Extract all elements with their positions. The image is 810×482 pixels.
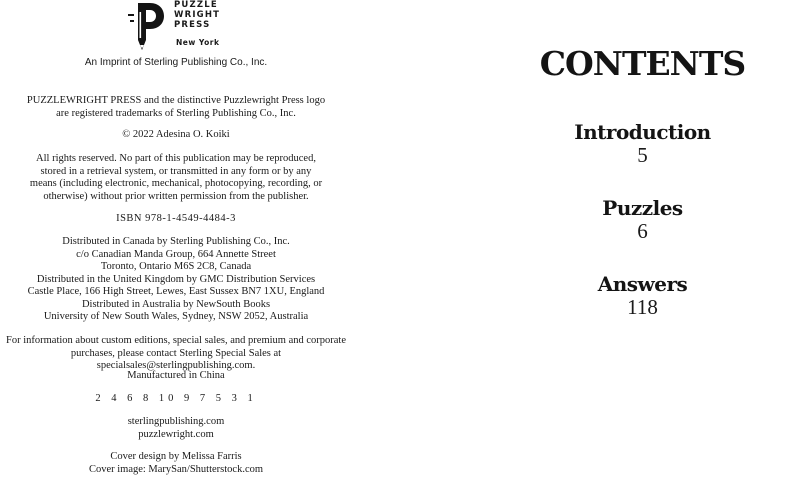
- trademark-notice: PUZZLEWRIGHT PRESS and the distinctive Puzzlewright Press logo are registered trademarks of Sterling Publishing Co., Inc.: [26, 95, 326, 119]
- print-line: 2 4 6 8 10 9 7 5 3 1: [95, 393, 257, 404]
- copyright-page: [0, 0, 380, 482]
- brand-city: New York: [176, 38, 220, 47]
- toc-page-number: 6: [637, 219, 648, 243]
- toc-entry-puzzles[interactable]: [500, 196, 785, 242]
- pencil-p-logo-icon: [124, 0, 168, 52]
- publisher-logo: [124, 0, 264, 56]
- contents-page: [500, 0, 810, 482]
- manufactured-line: Manufactured in China: [127, 370, 225, 381]
- toc-label: Introduction: [574, 120, 711, 144]
- distribution-info: Distributed in Canada by Sterling Publishing Co., Inc. c/o Canadian Manda Group, 664 Annette Street Toronto, Ontario M6S 2C8, Canada Distributed in the United Kingdom by GMC Distribution Services Castle Place, 166 High Street, Lewes, East Sussex BN7 1XU, England Distributed in Australia by NewSouth Books University of New South Wales, Sydney, NSW 2052, Australia: [27, 236, 325, 322]
- copyright-line: © 2022 Adesina O. Koiki: [122, 129, 230, 140]
- contents-title: CONTENTS: [539, 44, 746, 83]
- isbn: ISBN 978-1-4549-4484-3: [116, 213, 236, 224]
- toc-page-number: 118: [627, 295, 658, 319]
- imprint-line: An Imprint of Sterling Publishing Co., Inc.: [84, 57, 268, 68]
- special-sales-info: For information about custom editions, special sales, and premium and corporate purchases, please contact Sterling Special Sales at specialsales@sterlingpublishing.com.: [6, 335, 346, 371]
- toc-page-number: 5: [637, 143, 648, 167]
- toc-entry-answers[interactable]: [500, 272, 785, 318]
- rights-notice: All rights reserved. No part of this publication may be reproduced, stored in a retrieval system, or transmitted in any form or by any means (including electronic, mechanical, photocopying, recording, or otherwise) without prior written permission from the publisher.: [29, 153, 323, 202]
- toc-label: Answers: [597, 272, 688, 296]
- toc-entry-introduction[interactable]: [500, 120, 785, 166]
- websites: sterlingpublishing.com puzzlewright.com: [127, 416, 225, 440]
- cover-credits: Cover design by Melissa Farris Cover image: MarySan/Shutterstock.com: [88, 451, 264, 475]
- toc-label: Puzzles: [602, 196, 683, 220]
- brand-name: PUZZLE WRIGHT PRESS: [174, 0, 221, 30]
